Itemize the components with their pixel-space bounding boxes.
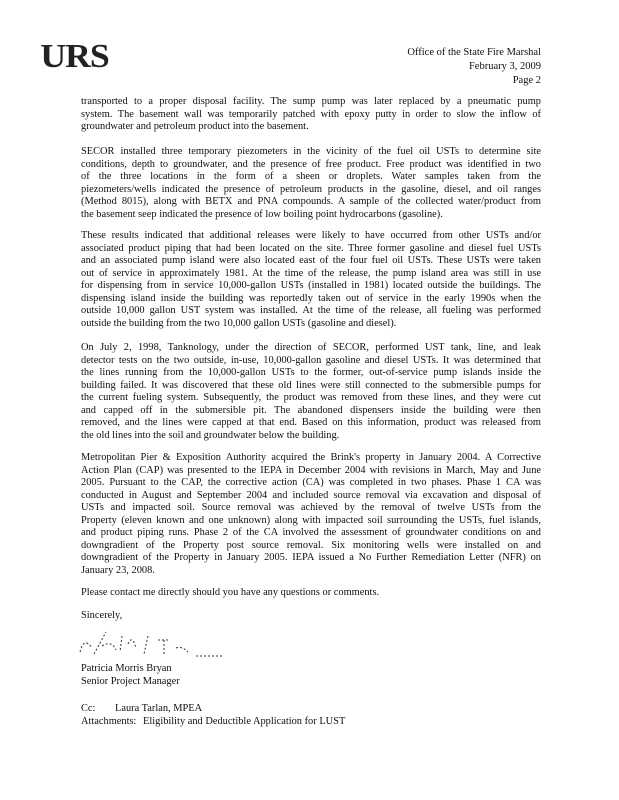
signer-title: Senior Project Manager bbox=[81, 676, 180, 687]
paragraph-line: outside the building from the two 10,000 gallon USTs (gasoline and diesel). bbox=[81, 317, 397, 329]
paragraph-line: and an associated pump island were also located east of the four fuel oil USTs. These USTs were taken bbox=[81, 255, 541, 266]
cc-block bbox=[81, 702, 345, 728]
paragraph-line: On July 2, 1998, Tanknology, under the direction of SECOR, performed UST tank, line, and leak bbox=[81, 342, 541, 353]
paragraph-line: the current fueling system. Subsequently, the product was removed from these lines, and they were cut bbox=[81, 392, 541, 403]
signature bbox=[72, 626, 232, 660]
body-paragraph bbox=[81, 230, 541, 330]
paragraph-line: of the three locations in the form of a sheen or droplets. Water samples taken from the bbox=[81, 171, 541, 182]
paragraph-line: conducted in August and September 2004 and included source removal via excavation and disposal of bbox=[81, 489, 541, 501]
paragraph-line: SECOR installed three temporary piezometers in the vicinity of the fuel oil USTs to determine site bbox=[81, 146, 541, 157]
paragraph-line: Action Plan (CAP) was presented to the IEPA in December 2004 with revisions in March, May and June bbox=[81, 464, 541, 476]
paragraph-line: 2005. Pursuant to the CAP, the corrective action (CA) was completed in two phases. Phase 1 CA was bbox=[81, 477, 541, 488]
paragraph-line: associated product piping that had been located on the site. Three former gasoline and diesel fuel USTs bbox=[81, 242, 541, 254]
paragraph-line: and product piping runs. Phase 2 of the CA involved the assessment of groundwater conditions on and bbox=[81, 527, 541, 538]
attachments-value: Eligibility and Deductible Application for LUST bbox=[143, 716, 346, 727]
signer-block bbox=[81, 662, 180, 688]
paragraph-line: dispensing island inside the building was reportedly taken out of service in the early 1990s when the bbox=[81, 292, 541, 304]
paragraph-line: downgradient of the Property in January 2005. IEPA issued a No Further Remediation Letter (NFR) on bbox=[81, 552, 541, 563]
cc-value: Laura Tarlan, MPEA bbox=[115, 703, 203, 714]
paragraph-line: the basement seep indicated the presence of low boiling point hydrocarbons (gasoline). bbox=[81, 208, 443, 220]
paragraph-line: USTs and impacted soil. Source removal was achieved by the removal of twelve USTs from the bbox=[81, 502, 541, 513]
paragraph-line: groundwater and petroleum product into the basement. bbox=[81, 121, 309, 132]
letter-header bbox=[407, 46, 541, 88]
paragraph-line: and capped off in the submersible pit. The abandoned dispensers inside the building were then bbox=[81, 404, 541, 416]
paragraph-line: piezometers/wells indicated the presence of petroleum products in the gasoline, diesel, and oil ranges bbox=[81, 183, 541, 195]
paragraph-line: detector tests on the two outside, in-use, 10,000-gallon gasoline and diesel USTs. It was determined that bbox=[81, 354, 541, 366]
page-number: Page 2 bbox=[512, 75, 541, 86]
paragraph-line: transported to a proper disposal facility. The sump pump was later replaced by a pneumatic pump bbox=[81, 96, 541, 107]
paragraph-line: downgradient of the Property post source removal. Six monitoring wells were installed on and bbox=[81, 539, 541, 551]
paragraph-line: out of service in approximately 1981. At the time of the release, the pump island area was still in use bbox=[81, 267, 541, 279]
body-paragraph bbox=[81, 452, 541, 577]
paragraph-line: building failed. It was discovered that these old lines were still connected to the submersible pumps for bbox=[81, 379, 541, 391]
paragraph-line: system. The basement wall was temporarily patched with epoxy putty in order to slow the inflow of bbox=[81, 108, 541, 120]
paragraph-line: Please contact me directly should you have any questions or comments. bbox=[81, 587, 380, 598]
paragraph-line: outside 10,000 gallon UST system was installed. At the time of the release, all fueling was performed bbox=[81, 305, 541, 316]
paragraph-line: Metropolitan Pier & Exposition Authority acquired the Brink's property in January 2004. A Corrective bbox=[81, 452, 541, 463]
signer-name: Patricia Morris Bryan bbox=[81, 663, 172, 674]
paragraph-line: January 23, 2008. bbox=[81, 564, 155, 576]
paragraph-line: (Method 8015), along with BETX and PNA compounds. A sample of the collected water/product from bbox=[81, 196, 541, 207]
paragraph-line: removed, and the lines were capped at that end. Based on this information, product was released from bbox=[81, 417, 541, 428]
recipient: Office of the State Fire Marshal bbox=[407, 47, 541, 58]
body-paragraph bbox=[81, 96, 541, 134]
paragraph-line: the old lines into the soil and groundwater below the building. bbox=[81, 429, 340, 441]
body-paragraph bbox=[81, 146, 541, 221]
paragraph-line: conditions, depth to groundwater, and the presence of free product. Free product was identified in two bbox=[81, 158, 541, 170]
paragraph-line: Property (eleven known and one unknown) along with impacted soil surrounding the USTs, fuel islands, bbox=[81, 514, 541, 526]
body-paragraph bbox=[81, 587, 541, 600]
letter-date: February 3, 2009 bbox=[468, 61, 541, 72]
cc-label: Cc: bbox=[81, 703, 96, 714]
paragraph-line: These results indicated that additional releases were likely to have occurred from other USTs and/or bbox=[81, 230, 541, 241]
paragraph-line: the lines running from the 10,000-gallon USTs to the former, out-of-service pump islands inside the bbox=[81, 367, 541, 378]
paragraph-line: for dispensing from in service 10,000-gallon USTs (installed in 1981) located outside the buildings. The bbox=[81, 280, 541, 291]
closing: Sincerely, bbox=[81, 610, 123, 621]
urs-logo: URS bbox=[40, 38, 109, 75]
attachments-label: Attachments: bbox=[81, 716, 137, 727]
body-paragraph bbox=[81, 342, 541, 442]
